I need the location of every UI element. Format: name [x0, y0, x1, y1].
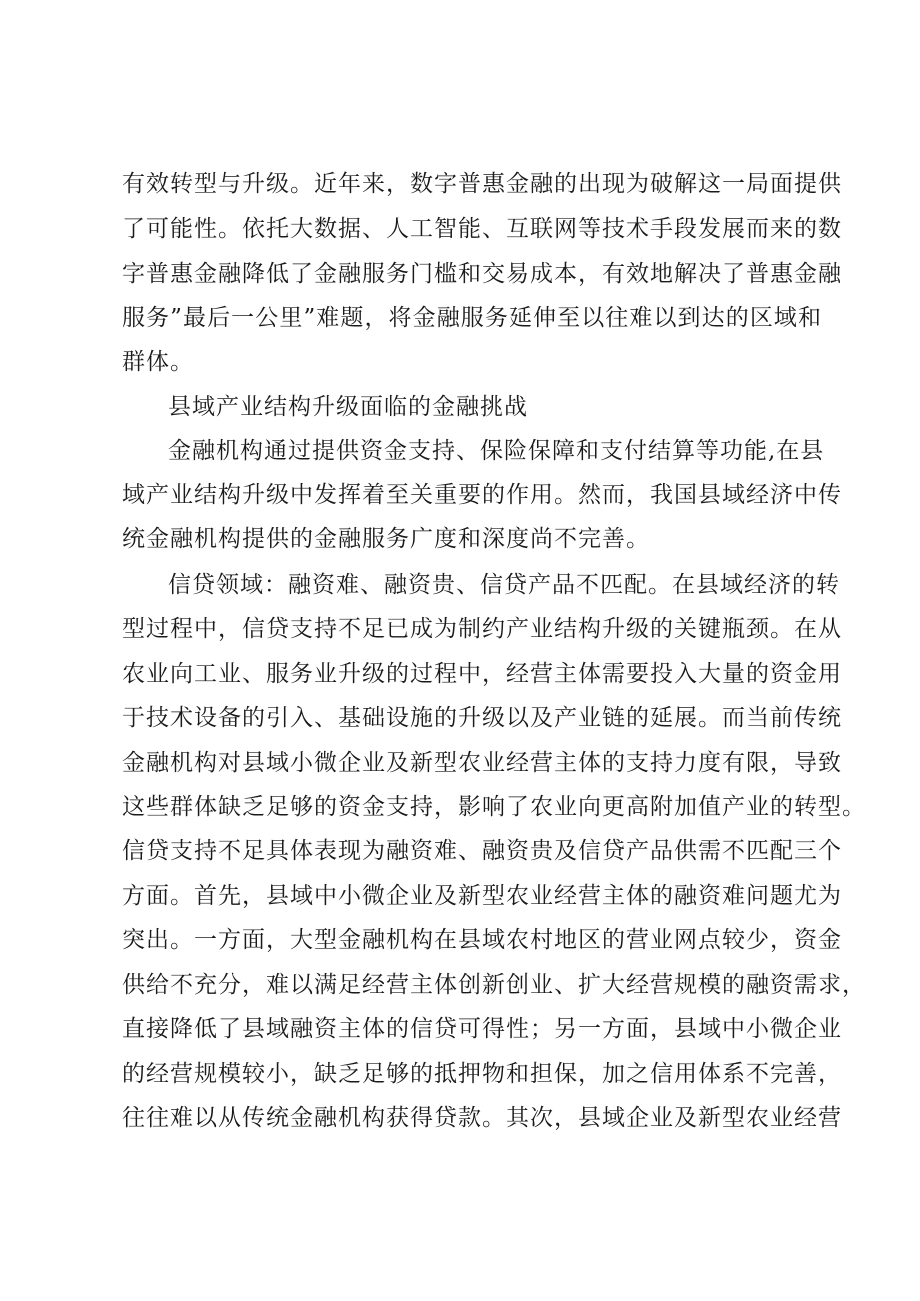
- paragraph-line: 字普惠金融降低了金融服务门槛和交易成本，有效地解决了普惠金融: [122, 261, 842, 287]
- paragraph-line: 信贷领域：融资难、融资贵、信贷产品不匹配。在县域经济的转: [168, 572, 840, 598]
- paragraph-line: 突出。一方面，大型金融机构在县域农村地区的营业网点较少，资金: [122, 927, 842, 953]
- section-heading: 县域产业结构升级面临的金融挑战: [168, 394, 528, 420]
- paragraph-line: 这些群体缺乏足够的资金支持，影响了农业向更高附加值产业的转型。: [122, 794, 866, 820]
- paragraph-line: 于技术设备的引入、基础设施的升级以及产业链的延展。而当前传统: [122, 705, 842, 731]
- paragraph-line: 方面。首先，县域中小微企业及新型农业经营主体的融资难问题尤为: [122, 883, 842, 909]
- paragraph-line: 往往难以从传统金融机构获得贷款。其次，县域企业及新型农业经营: [122, 1105, 842, 1131]
- paragraph-line: 金融机构对县域小微企业及新型农业经营主体的支持力度有限，导致: [122, 750, 842, 776]
- paragraph-line: 型过程中，信贷支持不足已成为制约产业结构升级的关键瓶颈。在从: [122, 616, 842, 642]
- paragraph-line: 金融机构通过提供资金支持、保险保障和支付结算等功能,在县: [168, 438, 825, 464]
- paragraph-line: 了可能性。依托大数据、人工智能、互联网等技术手段发展而来的数: [122, 216, 842, 242]
- paragraph-line: 的经营规模较小，缺乏足够的抵押物和担保，加之信用体系不完善，: [122, 1061, 842, 1087]
- paragraph-line: 直接降低了县域融资主体的信贷可得性；另一方面，县域中小微企业: [122, 1016, 842, 1042]
- paragraph-line: 有效转型与升级。近年来，数字普惠金融的出现为破解这一局面提供: [122, 171, 842, 197]
- paragraph-line: 供给不充分，难以满足经营主体创新创业、扩大经营规模的融资需求，: [122, 972, 866, 998]
- paragraph-line: 农业向工业、服务业升级的过程中，经营主体需要投入大量的资金用: [122, 661, 842, 687]
- paragraph-line: 服务”最后一公里”难题，将金融服务延伸至以往难以到达的区域和: [122, 305, 822, 331]
- paragraph-line: 群体。: [122, 349, 194, 375]
- paragraph-line: 统金融机构提供的金融服务广度和深度尚不完善。: [122, 526, 650, 552]
- paragraph-line: 域产业结构升级中发挥着至关重要的作用。然而，我国县域经济中传: [122, 482, 842, 508]
- paragraph-line: 信贷支持不足具体表现为融资难、融资贵及信贷产品供需不匹配三个: [122, 838, 842, 864]
